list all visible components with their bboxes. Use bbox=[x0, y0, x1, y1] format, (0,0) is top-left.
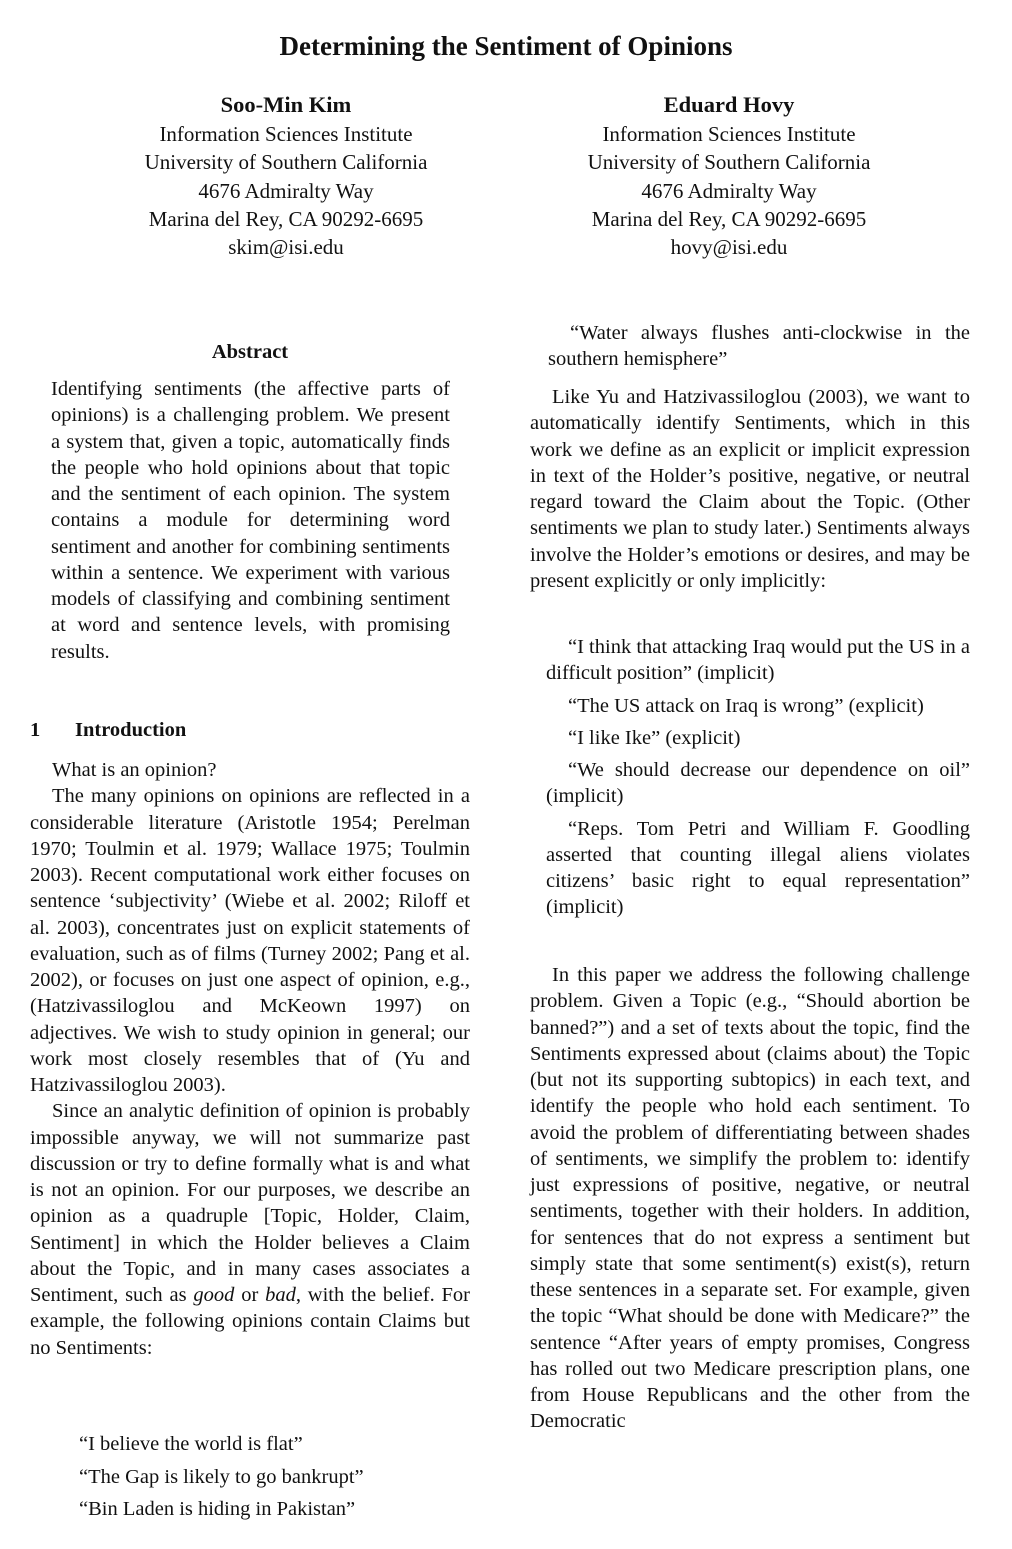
section-title: Introduction bbox=[75, 719, 187, 741]
section-number: 1 bbox=[30, 719, 41, 741]
italic-word: bad bbox=[265, 1284, 296, 1306]
quote-block-top bbox=[548, 320, 970, 373]
abstract-text: Identifying sentiments (the affective parts of opinions) is a challenging problem. We present a system that, given a topic, automatically finds the people who hold opinions about that topic and the sentiment of each opinion. The system contains a module for determining word sentiment and another for combining sentiments within a sentence. We experiment with various models of classifying and combining sentiment at word and sentence levels, with promising results. bbox=[51, 378, 450, 663]
quote-line: “Water always flushes anti-clockwise in the southern hemisphere” bbox=[548, 322, 970, 371]
text-span: Since an analytic definition of opinion is probably impossible anyway, we will not summarize past discussion or try to define formally what is and what is not an opinion. For our purposes, we describe an opinion as a quadruple [Topic, Holder, Claim, Sentiment] in which the Holder believes a Claim about the Topic, and in many cases associates a Sentiment, such as bbox=[30, 1100, 470, 1306]
quote-line: “I think that attacking Iraq would put the US in a difficult position” (implicit) bbox=[546, 636, 970, 685]
quote-line: “Reps. Tom Petri and William F. Goodling asserted that counting illegal aliens violates citizens’ basic right to equal representation” (implicit) bbox=[546, 817, 970, 919]
quote-line: “The Gap is likely to go bankrupt” bbox=[79, 1465, 364, 1488]
section-heading bbox=[30, 717, 470, 743]
author-email: hovy@isi.edu bbox=[670, 235, 788, 260]
author-block-2 bbox=[548, 90, 910, 261]
paragraph: In this paper we address the following challenge problem. Given a Topic (e.g., “Should abortion be banned?”) and a set of texts about the topic, find the Sentiments expressed about (claims about) the Topic (but not its supporting subtopics) in each text, and identify the people who hold each sentiment. To avoid the problem of differentiating between shades of sentiments, we simplify the problem to: identify just expressions of positive, negative, or neutral sentiments, together with their holders. In addition, for sentences that do not express a sentiment but simply state that some sentiment(s) exist(s), return these sentences in a separate set. For example, given the topic “What should be done with Medicare?” the sentence “After years of empty promises, Congress has rolled out two Medicare prescription plans, one from House Republicans and the other from the Democratic bbox=[530, 964, 970, 1433]
text-span: , with the belief. For example, the following opinions contain Claims but no Sentiments: bbox=[30, 1284, 470, 1359]
paragraph-block bbox=[530, 384, 970, 594]
paragraph: The many opinions on opinions are reflected in a considerable literature (Aristotle 1954; Perelman 1970; Toulmin et al. 1979; Wallace 1975; Toulmin 2003). Recent computational work either focuses on sentence ‘subjectivity’ (Wiebe et al. 2002; Riloff et al. 2003), concentrates just on explicit statements of evaluation, such as of films (Turney 2002; Pang et al. 2002), or focuses on just one aspect of opinion, e.g., (Hatzivassiloglou and McKeown 1997) on adjectives. We wish to study opinion in general; our work most closely resembles that of (Yu and Hatzivassiloglou 2003). bbox=[30, 785, 470, 1096]
italic-word: good bbox=[193, 1284, 235, 1306]
author-university: University of Southern California bbox=[144, 150, 428, 175]
sentiment-quotes bbox=[546, 634, 970, 927]
author-university: University of Southern California bbox=[587, 150, 871, 175]
claim-quotes bbox=[79, 1428, 479, 1526]
author-block-1 bbox=[105, 90, 467, 261]
author-name: Eduard Hovy bbox=[663, 92, 795, 117]
author-city: Marina del Rey, CA 90292-6695 bbox=[148, 206, 424, 231]
author-email: skim@isi.edu bbox=[228, 235, 344, 260]
text-span: or bbox=[234, 1284, 266, 1306]
author-city: Marina del Rey, CA 90292-6695 bbox=[591, 206, 867, 231]
paragraph: What is an opinion? bbox=[52, 759, 217, 781]
quote-line: “I believe the world is flat” bbox=[79, 1433, 303, 1455]
author-street: 4676 Admiralty Way bbox=[641, 178, 817, 203]
abstract-body bbox=[51, 376, 450, 665]
paragraph: Like Yu and Hatzivassiloglou (2003), we want to automatically identify Sentiments, which in this work we define as an explicit or implicit expression in text of the Holder’s positive, negative, or neutral regard toward the Claim about the Topic. (Other sentiments we plan to study later.) Sentiments always involve the Holder’s emotions or desires, and may be present explicitly or only implicitly: bbox=[530, 386, 970, 592]
quote-line: “We should decrease our dependence on oil” (implicit) bbox=[546, 759, 970, 808]
quote-line: “The US attack on Iraq is wrong” (explicit) bbox=[568, 694, 924, 717]
author-affiliation: Information Sciences Institute bbox=[159, 122, 413, 146]
paper-title: Determining the Sentiment of Opinions bbox=[279, 31, 733, 61]
quote-line: “I like Ike” (explicit) bbox=[568, 726, 741, 749]
quote-line: “Bin Laden is hiding in Pakistan” bbox=[79, 1498, 356, 1520]
introduction-body bbox=[30, 757, 470, 1361]
author-name: Soo-Min Kim bbox=[220, 92, 352, 117]
author-street: 4676 Admiralty Way bbox=[198, 178, 374, 203]
author-affiliation: Information Sciences Institute bbox=[602, 122, 856, 146]
abstract-heading: Abstract bbox=[211, 341, 289, 363]
paragraph bbox=[30, 1098, 470, 1361]
paragraph-block bbox=[530, 962, 970, 1435]
